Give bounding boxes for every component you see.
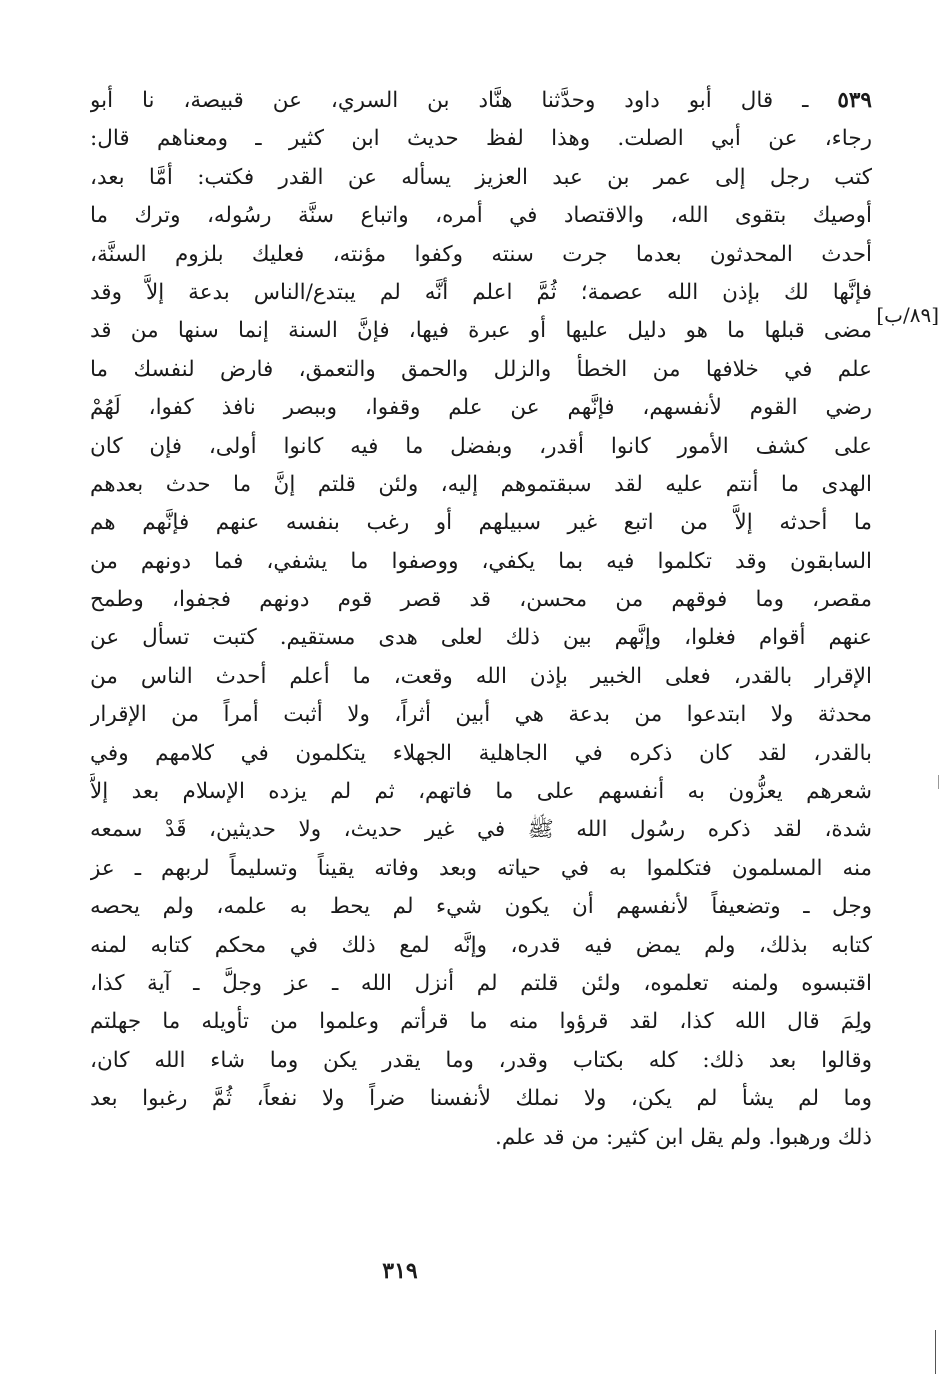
text-line: الإقرار بالقدر، فعلى الخبير بإذن الله وقعت، ما أعلم أحدث الناس من: [90, 663, 872, 689]
hadith-number: ٥٣٩: [837, 88, 872, 113]
text-line: ذلك ورهبوا. ولم يقل ابن كثير: من قد علم.: [495, 1124, 872, 1150]
page-edge-line: [935, 1330, 936, 1374]
page-edge-mark: [938, 775, 939, 789]
text-line: السابقون وقد تكلموا فيه بما يكفي، ووصفوا ما يشفي، فما دونهم من: [90, 548, 872, 574]
text-line: أحدث المحدثون بعدما جرت سنته وكفوا مؤنته، فعليك بلزوم السنَّة،: [90, 241, 872, 267]
page-number: ٣١٩: [382, 1258, 418, 1284]
hadith-text-block: [90, 82, 872, 1157]
text-line: كتابه بذلك، ولم يمض فيه قدره، وإنَّه لمع ذلك في محكم كتابه لمنه: [90, 932, 872, 958]
text-line: ولِمَ قال الله كذا، لقد قرؤوا منه ما قرأتم وعلموا من تأويله ما جهلتم: [90, 1009, 872, 1035]
text-line: محدثة ولا ابتدعوا من بدعة هي أبين أثراً، ولا أثبت أمراً من الإقرار: [90, 702, 872, 728]
text-line: منه المسلمون فتكلموا به في حياته وبعد وفاته يقيناً وتسليماً لربهم ـ عز: [90, 855, 872, 881]
text-line: فإنَّها لك بإذن الله عصمة؛ ثُمَّ اعلم أنَّه لم يبتدع/الناس بدعة إلاَّ وقد: [90, 279, 872, 305]
text-line: على كشف الأمور كانوا أقدر، وبفضل ما فيه كانوا أولى، فإن كان: [90, 433, 872, 459]
text-line: رجاء، عن أبي الصلت. وهذا لفظ حديث ابن كثير ـ ومعناهم قال:: [90, 126, 872, 152]
text-line: مقصر، وما فوقهم من محسن، قد قصر قوم دونهم فجفوا، وطمح: [90, 587, 872, 613]
text-line: وقالوا بعد ذلك: كله بكتاب وقدر، وما يقدر يكن وما شاء الله كان،: [90, 1047, 872, 1073]
text-line: شعرهم يعزُّون به أنفسهم على ما فاتهم، ثم لم يزده الإسلام بعد إلاَّ: [90, 779, 872, 805]
text-line: اقتبسوه ولمنه تعلموه، ولئن قلتم لم أنزل الله ـ عز وجلَّ ـ آية كذا،: [90, 970, 872, 996]
text-line: أوصيك بتقوى الله، والاقتصاد في أمره، واتباع سنَّة رسُوله، وترك ما: [90, 203, 872, 229]
text-line: علم في خلافها من الخطأ والزلل والحمق والتعمق، فارض لنفسك ما: [90, 356, 872, 382]
text-line: مضى قبلها ما هو دليل عليها أو عبرة فيها، فإنَّ السنة إنما سنها من قد: [90, 318, 872, 344]
text-line: بالقدر، لقد كان ذكره في الجاهلية الجهلاء يتكلمون في كلامهم وفي: [90, 740, 872, 766]
text-line: رضي القوم لأنفسهم، فإنَّهم عن علم وقفوا، وببصر نافذ كفوا، لَهُمْ: [90, 395, 872, 421]
text-line: وما لم يشأ لم يكن، ولا نملك لأنفسنا ضراً ولا نفعاً، ثُمَّ رغبوا بعد: [90, 1086, 872, 1112]
text-line: كتب رجل إلى عمر بن عبد العزيز يسأله عن القدر فكتب: أمَّا بعد،: [90, 164, 872, 190]
text-line: الهدى ما أنتم عليه لقد سبقتموهم إليه، ولئن قلتم إنَّ ما حدث بعدهم: [90, 471, 872, 497]
text-line: عنهم أقوام فغلوا، وإنَّهم بين ذلك لعلى هدى مستقيم. كتبت تسأل عن: [90, 625, 872, 651]
text-line: ما أحدثه إلاَّ من اتبع غير سبيلهم أو رغب بنفسه عنهم فإنَّهم هم: [90, 510, 872, 536]
manuscript-folio-reference: [٨٩/ب]: [876, 303, 939, 327]
text-line: ٥٣٩ ـ قال أبو داود وحدَّثنا هنَّاد بن السري، عن قبيصة، نا أبو: [90, 88, 872, 113]
text-line: وجل ـ وتضعيفاً لأنفسهم أن يكون شيء لم يحط به علمه، ولم يحصه: [90, 894, 872, 920]
text-line: شدة، لقد ذكره رسُول الله ﷺ في غير حديث، ولا حديثين، قَدْ سمعه: [90, 817, 872, 843]
